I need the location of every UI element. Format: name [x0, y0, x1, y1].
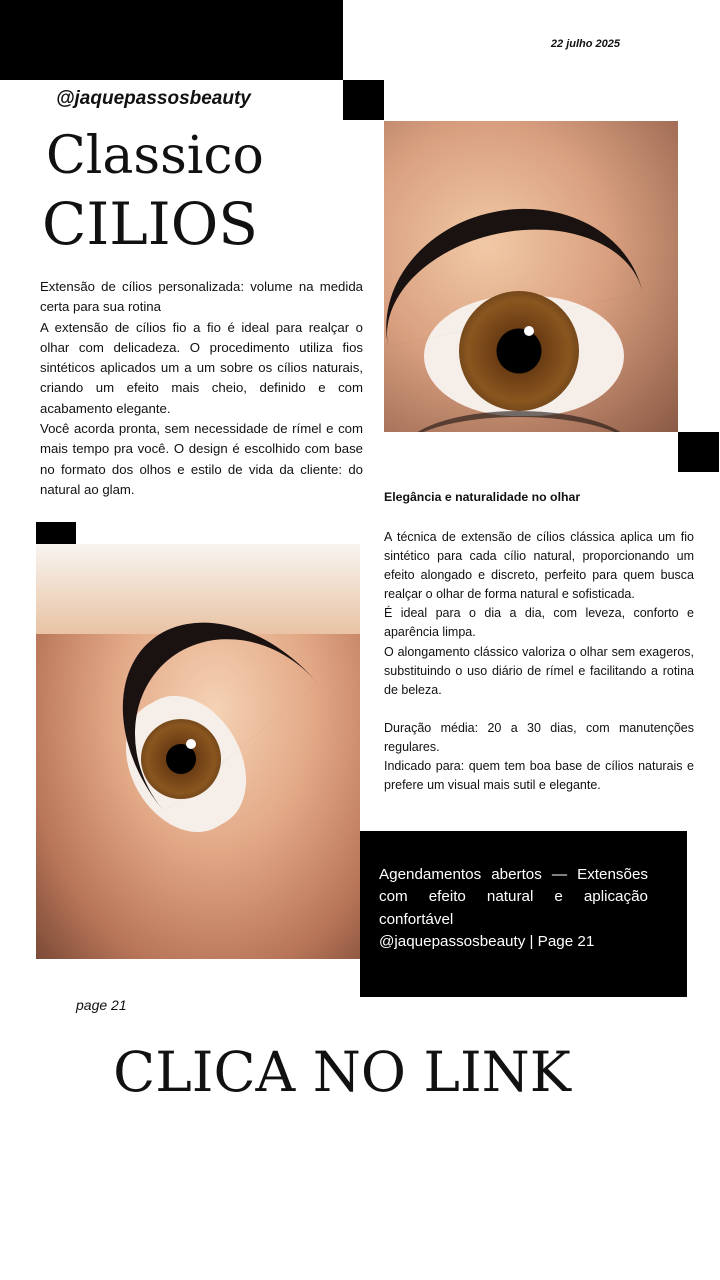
title-line-2: CILIOS — [42, 190, 258, 258]
intro-paragraph: A extensão de cílios fio a fio é ideal para realçar o olhar com delicadeza. O procedimento utiliza fios sintéticos aplicados um a um sobre os cílios naturais, criando um efeito mais cheio, definido e com acabamento elegante. — [40, 319, 363, 416]
intro-paragraph: Extensão de cílios personalizada: volume na medida certa para sua rotina — [40, 279, 363, 315]
decorative-square — [678, 432, 719, 472]
instagram-handle[interactable]: @jaquepassosbeauty — [56, 88, 251, 109]
paragraph-spacer — [384, 700, 694, 719]
lower-lash-line — [404, 411, 634, 432]
promo-handle: @jaquepassosbeauty | Page 21 — [379, 932, 595, 950]
section-paragraph: O alongamento clássico valoriza o olhar sem exageros, substituindo o uso diário de rímel e facilitando a rotina de beleza. — [384, 644, 694, 697]
eye-glint — [524, 326, 534, 336]
photo-background — [36, 544, 360, 634]
title-line-1: Classico — [46, 126, 264, 186]
promo-box — [360, 831, 687, 997]
section-heading: Elegância e naturalidade no olhar — [384, 490, 581, 504]
section-paragraph: A técnica de extensão de cílios clássica aplica um fio sintético para cada cílio natural, proporcionando um efeito alongado e discreto, perfeito para quem busca realçar o olhar de forma natural e sofisticada. — [384, 530, 694, 602]
decorative-square — [343, 80, 384, 120]
eyelash-photo-closeup — [384, 121, 678, 432]
issue-date: 22 julho 2025 — [550, 38, 620, 50]
eyelash-photo-side — [36, 544, 360, 959]
section-paragraph: É ideal para o dia a dia, com leveza, conforto e aparência limpa. — [384, 606, 694, 640]
cta-link[interactable]: CLICA NO LINK — [113, 1040, 571, 1104]
top-black-bar — [0, 0, 343, 80]
section-paragraph: Indicado para: quem tem boa base de cílios naturais e prefere um visual mais sutil e elegante. — [384, 759, 694, 793]
promo-text: Agendamentos abertos — Extensões com efeito natural e aplicação confortável — [379, 866, 648, 928]
intro-paragraph: Você acorda pronta, sem necessidade de rímel e com mais tempo pra você. O design é escolhido com base no formato dos olhos e estilo de vida da cliente: do natural ao glam. — [40, 421, 363, 497]
page-number: page 21 — [76, 997, 127, 1013]
section-paragraph: Duração média: 20 a 30 dias, com manutenções regulares. — [384, 720, 694, 754]
intro-text — [40, 277, 363, 500]
section-text — [384, 528, 694, 795]
